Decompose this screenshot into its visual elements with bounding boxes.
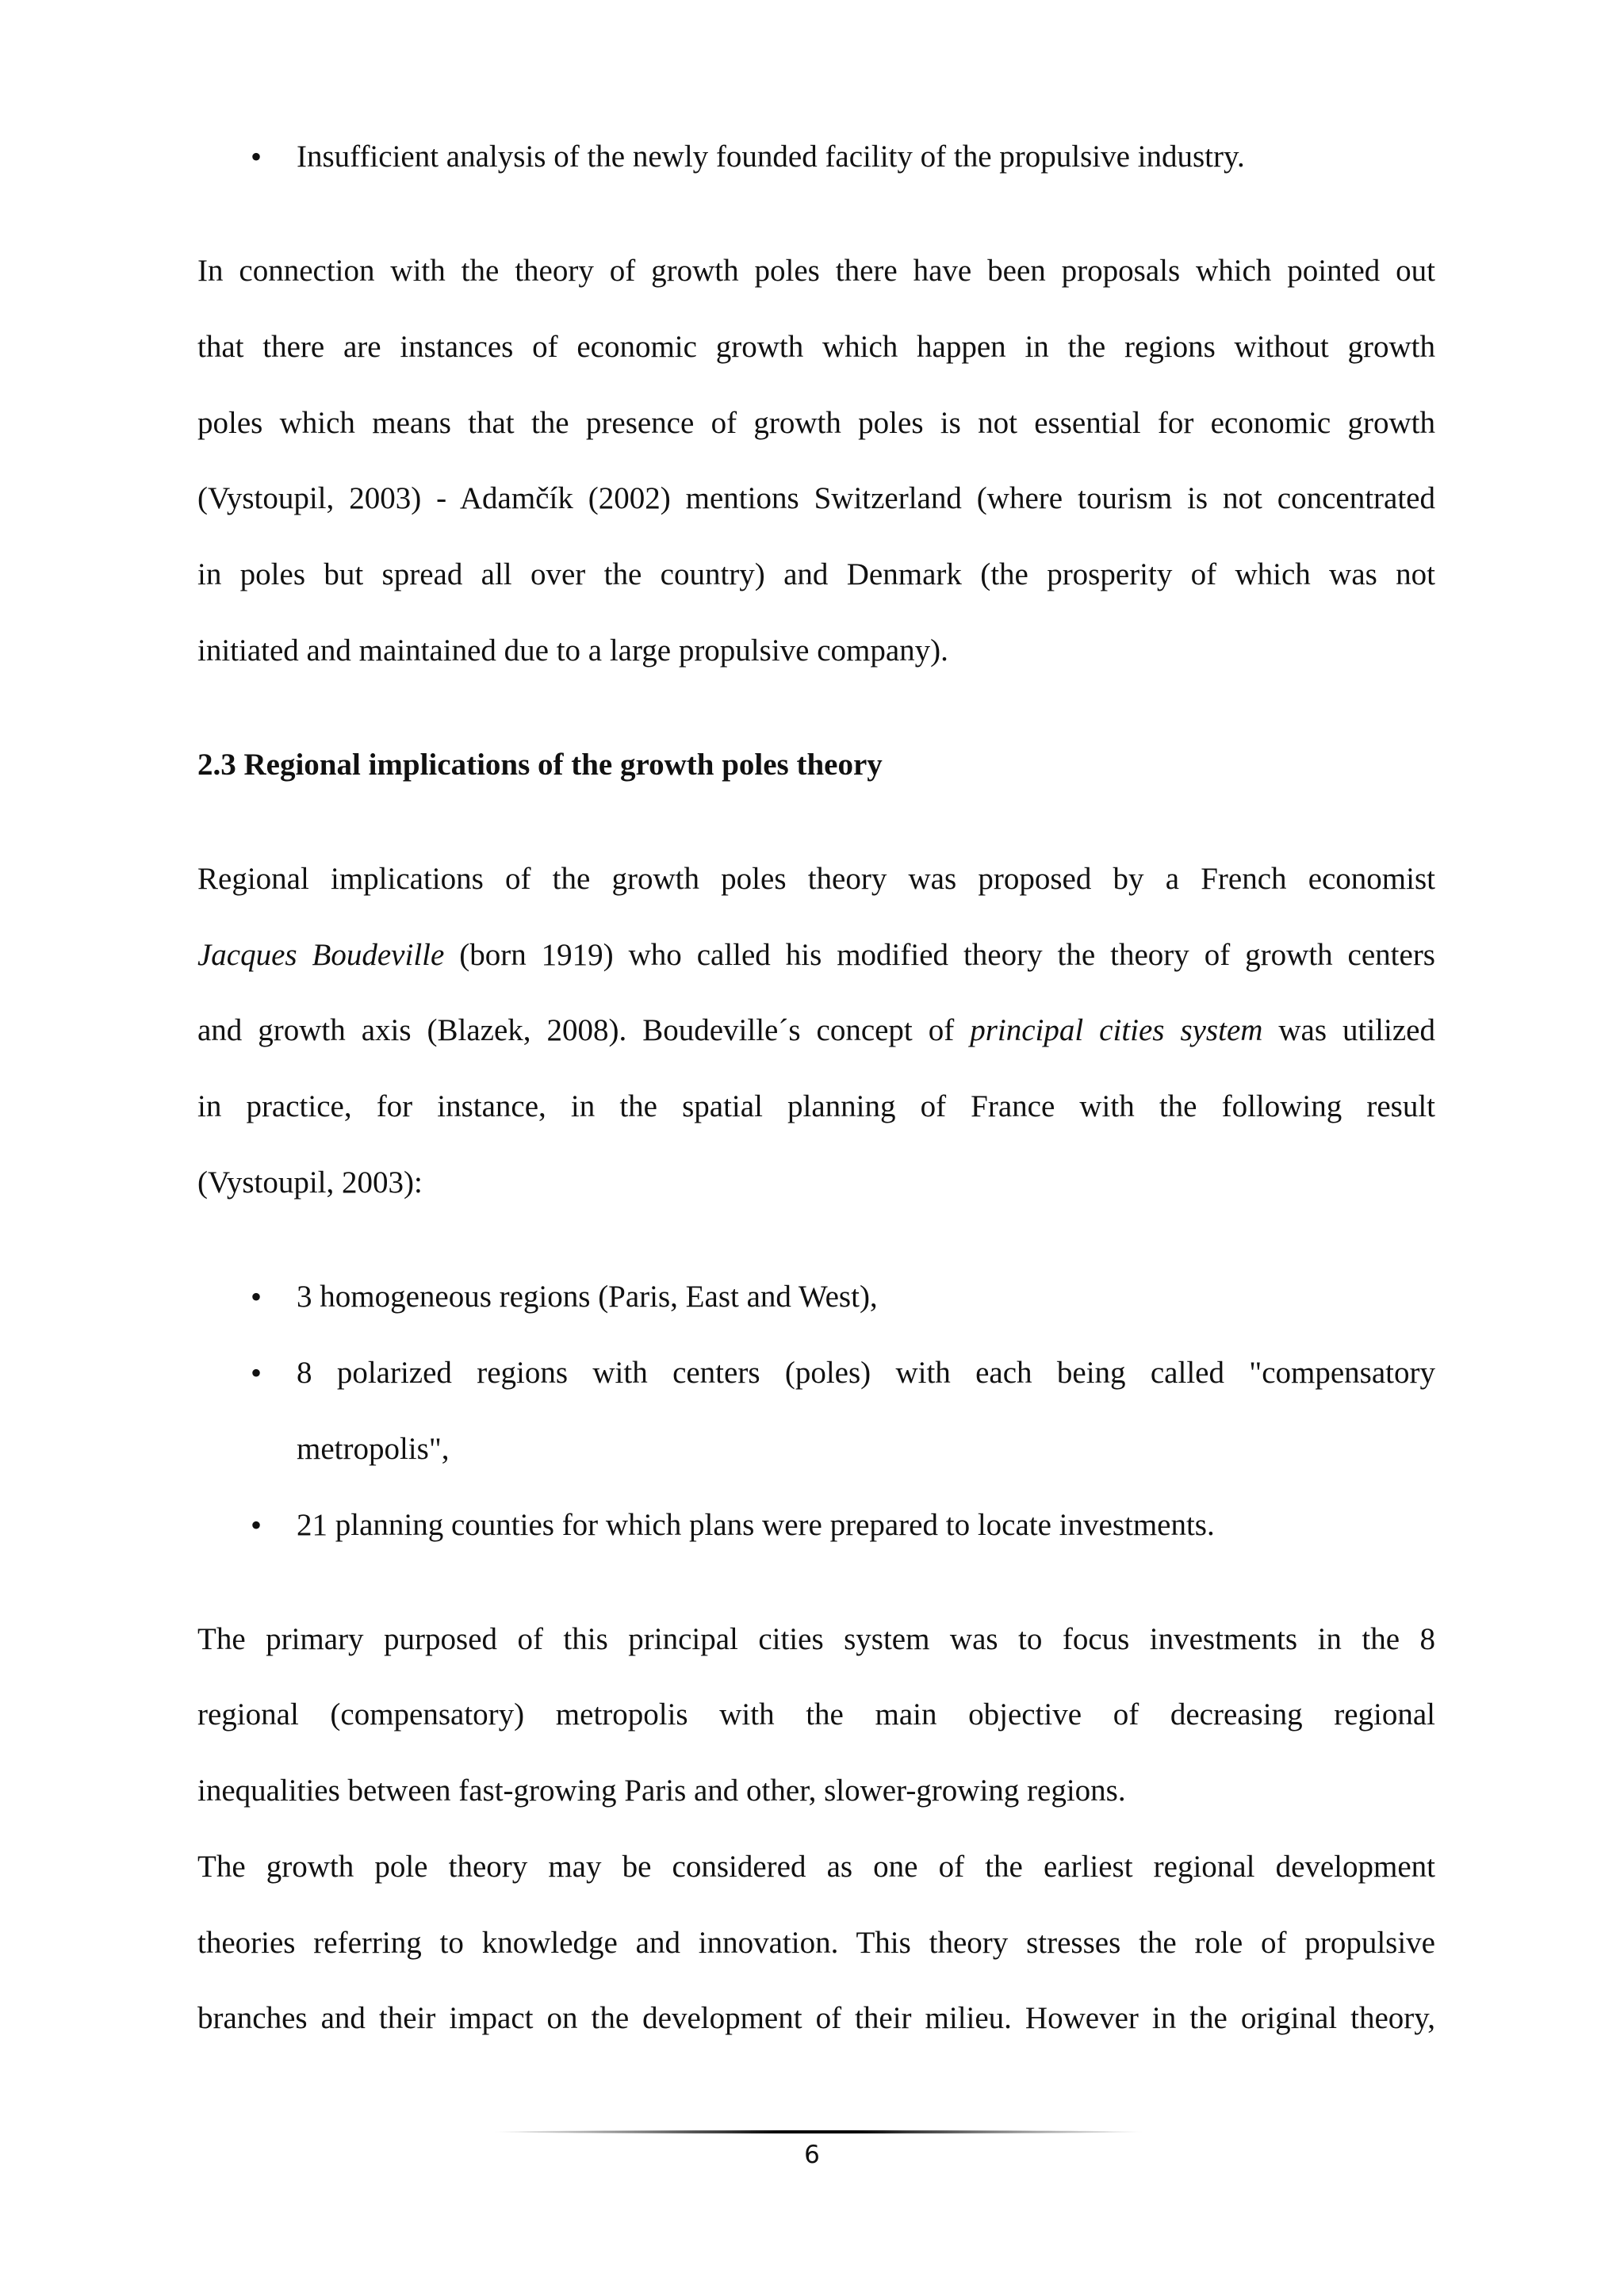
paragraph-line: initiated and maintained due to a large propulsive company). <box>197 633 948 668</box>
bullet-item-continuation: metropolis", <box>297 1432 450 1466</box>
bullet-marker: • <box>251 1355 262 1391</box>
section-heading: 2.3 Regional implications of the growth poles theory <box>197 748 883 782</box>
paragraph-line: branches and their impact on the development of their milieu. However in the original theory, <box>197 2001 1435 2035</box>
paragraph-line: poles which means that the presence of growth poles is not essential for economic growth <box>197 406 1435 440</box>
bullet-marker: • <box>251 1507 262 1543</box>
paragraph-line: (Vystoupil, 2003) - Adamčík (2002) mentions Switzerland (where tourism is not concentrated <box>197 481 1435 515</box>
paragraph-line: in practice, for instance, in the spatial planning of France with the following result <box>197 1089 1435 1123</box>
paragraph-line: Jacques Boudeville (born 1919) who called his modified theory the theory of growth centers <box>197 938 1435 972</box>
bullet-item: 8 polarized regions with centers (poles) with each being called "compensatory <box>297 1356 1435 1390</box>
bullet-item: 3 homogeneous regions (Paris, East and West), <box>297 1280 878 1314</box>
bullet-item: Insufficient analysis of the newly founded facility of the propulsive industry. <box>297 140 1245 174</box>
paragraph-line: The growth pole theory may be considered as one of the earliest regional development <box>197 1850 1435 1884</box>
paragraph-line: in poles but spread all over the country) and Denmark (the prosperity of which was not <box>197 557 1435 591</box>
bullet-marker: • <box>251 139 262 174</box>
paragraph-line: The primary purposed of this principal cities system was to focus investments in the 8 <box>197 1622 1435 1656</box>
footer-divider <box>493 2130 1143 2133</box>
paragraph-line: inequalities between fast-growing Paris and other, slower-growing regions. <box>197 1774 1126 1808</box>
bullet-item: 21 planning counties for which plans were prepared to locate investments. <box>297 1508 1215 1542</box>
paragraph-line: (Vystoupil, 2003): <box>197 1165 423 1200</box>
paragraph-line: and growth axis (Blazek, 2008). Boudeville´s concept of principal cities system was utilized <box>197 1013 1435 1047</box>
paragraph-line: regional (compensatory) metropolis with the main objective of decreasing regional <box>197 1697 1435 1732</box>
paragraph-line: theories referring to knowledge and innovation. This theory stresses the role of propulsive <box>197 1926 1435 1960</box>
paragraph-line: Regional implications of the growth poles theory was proposed by a French economist <box>197 862 1435 896</box>
concept-term: principal cities system <box>970 1013 1263 1047</box>
author-name: Jacques Boudeville <box>197 938 445 972</box>
paragraph-line: In connection with the theory of growth poles there have been proposals which pointed out <box>197 254 1435 288</box>
bullet-marker: • <box>251 1279 262 1314</box>
paragraph-line: that there are instances of economic growth which happen in the regions without growth <box>197 330 1435 364</box>
page-number: 6 <box>804 2141 820 2169</box>
